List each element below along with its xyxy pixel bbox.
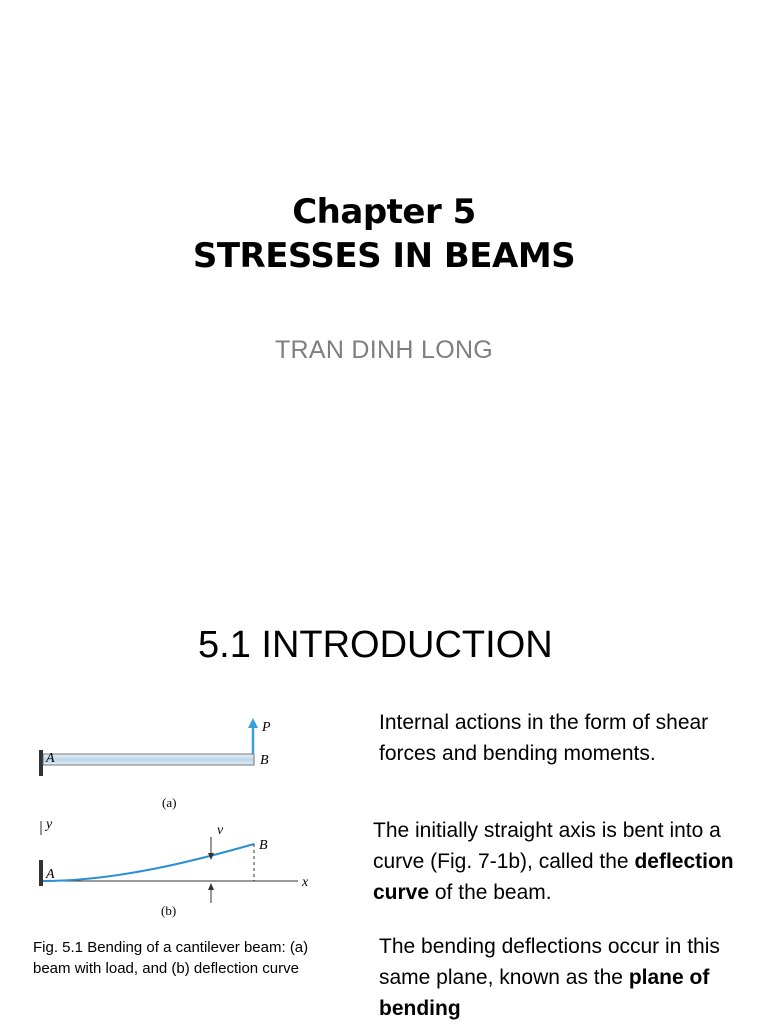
paragraph-deflection-curve [373,815,753,908]
chapter-subject: STRESSES IN BEAMS [192,236,576,276]
deflection-curve [43,844,254,881]
load-arrow-icon [248,718,258,728]
label-x-axis: x [302,875,309,890]
label-load: P [262,720,271,735]
cantilever-beam-figure [28,710,328,925]
paragraph-text-before: The bending deflections occur in this same plane, known as the [379,935,720,989]
label-a-end: B [260,753,269,768]
cantilever-beam-diagram [28,710,328,920]
label-panel-b: (b) [161,903,177,918]
paragraph-text-after: of the beam. [429,881,552,904]
label-y-axis: y [46,817,53,832]
chapter-title [0,190,768,278]
figure-caption: Fig. 5.1 Bending of a cantilever beam: (a) beam with load, and (b) deflection curve [33,939,309,977]
term-deflection-curve: deflection curve [373,850,734,904]
paragraph-text: Internal actions in the form of shear forces and bending moments. [379,711,709,765]
arrow-up-icon [208,883,214,890]
label-b-support: A [46,867,55,882]
label-a-support: A [46,751,55,766]
paragraph-internal-actions [379,707,759,769]
author-name: TRAN DINH LONG [274,336,494,364]
label-b-end: B [259,838,268,853]
label-panel-a: (a) [162,795,177,810]
chapter-number: Chapter 5 [292,192,476,232]
paragraph-text-before: The initially straight axis is bent into a curve (Fig. 7-1b), called the [373,819,721,873]
term-plane-of-bending: plane of bending [379,966,710,1020]
paragraph-plane-of-bending [379,931,759,1024]
label-deflection: v [217,823,224,838]
section-heading: 5.1 INTRODUCTION [198,624,553,666]
wall-support-b [39,860,43,886]
wall-support-a [39,750,43,776]
beam-a [43,754,254,765]
